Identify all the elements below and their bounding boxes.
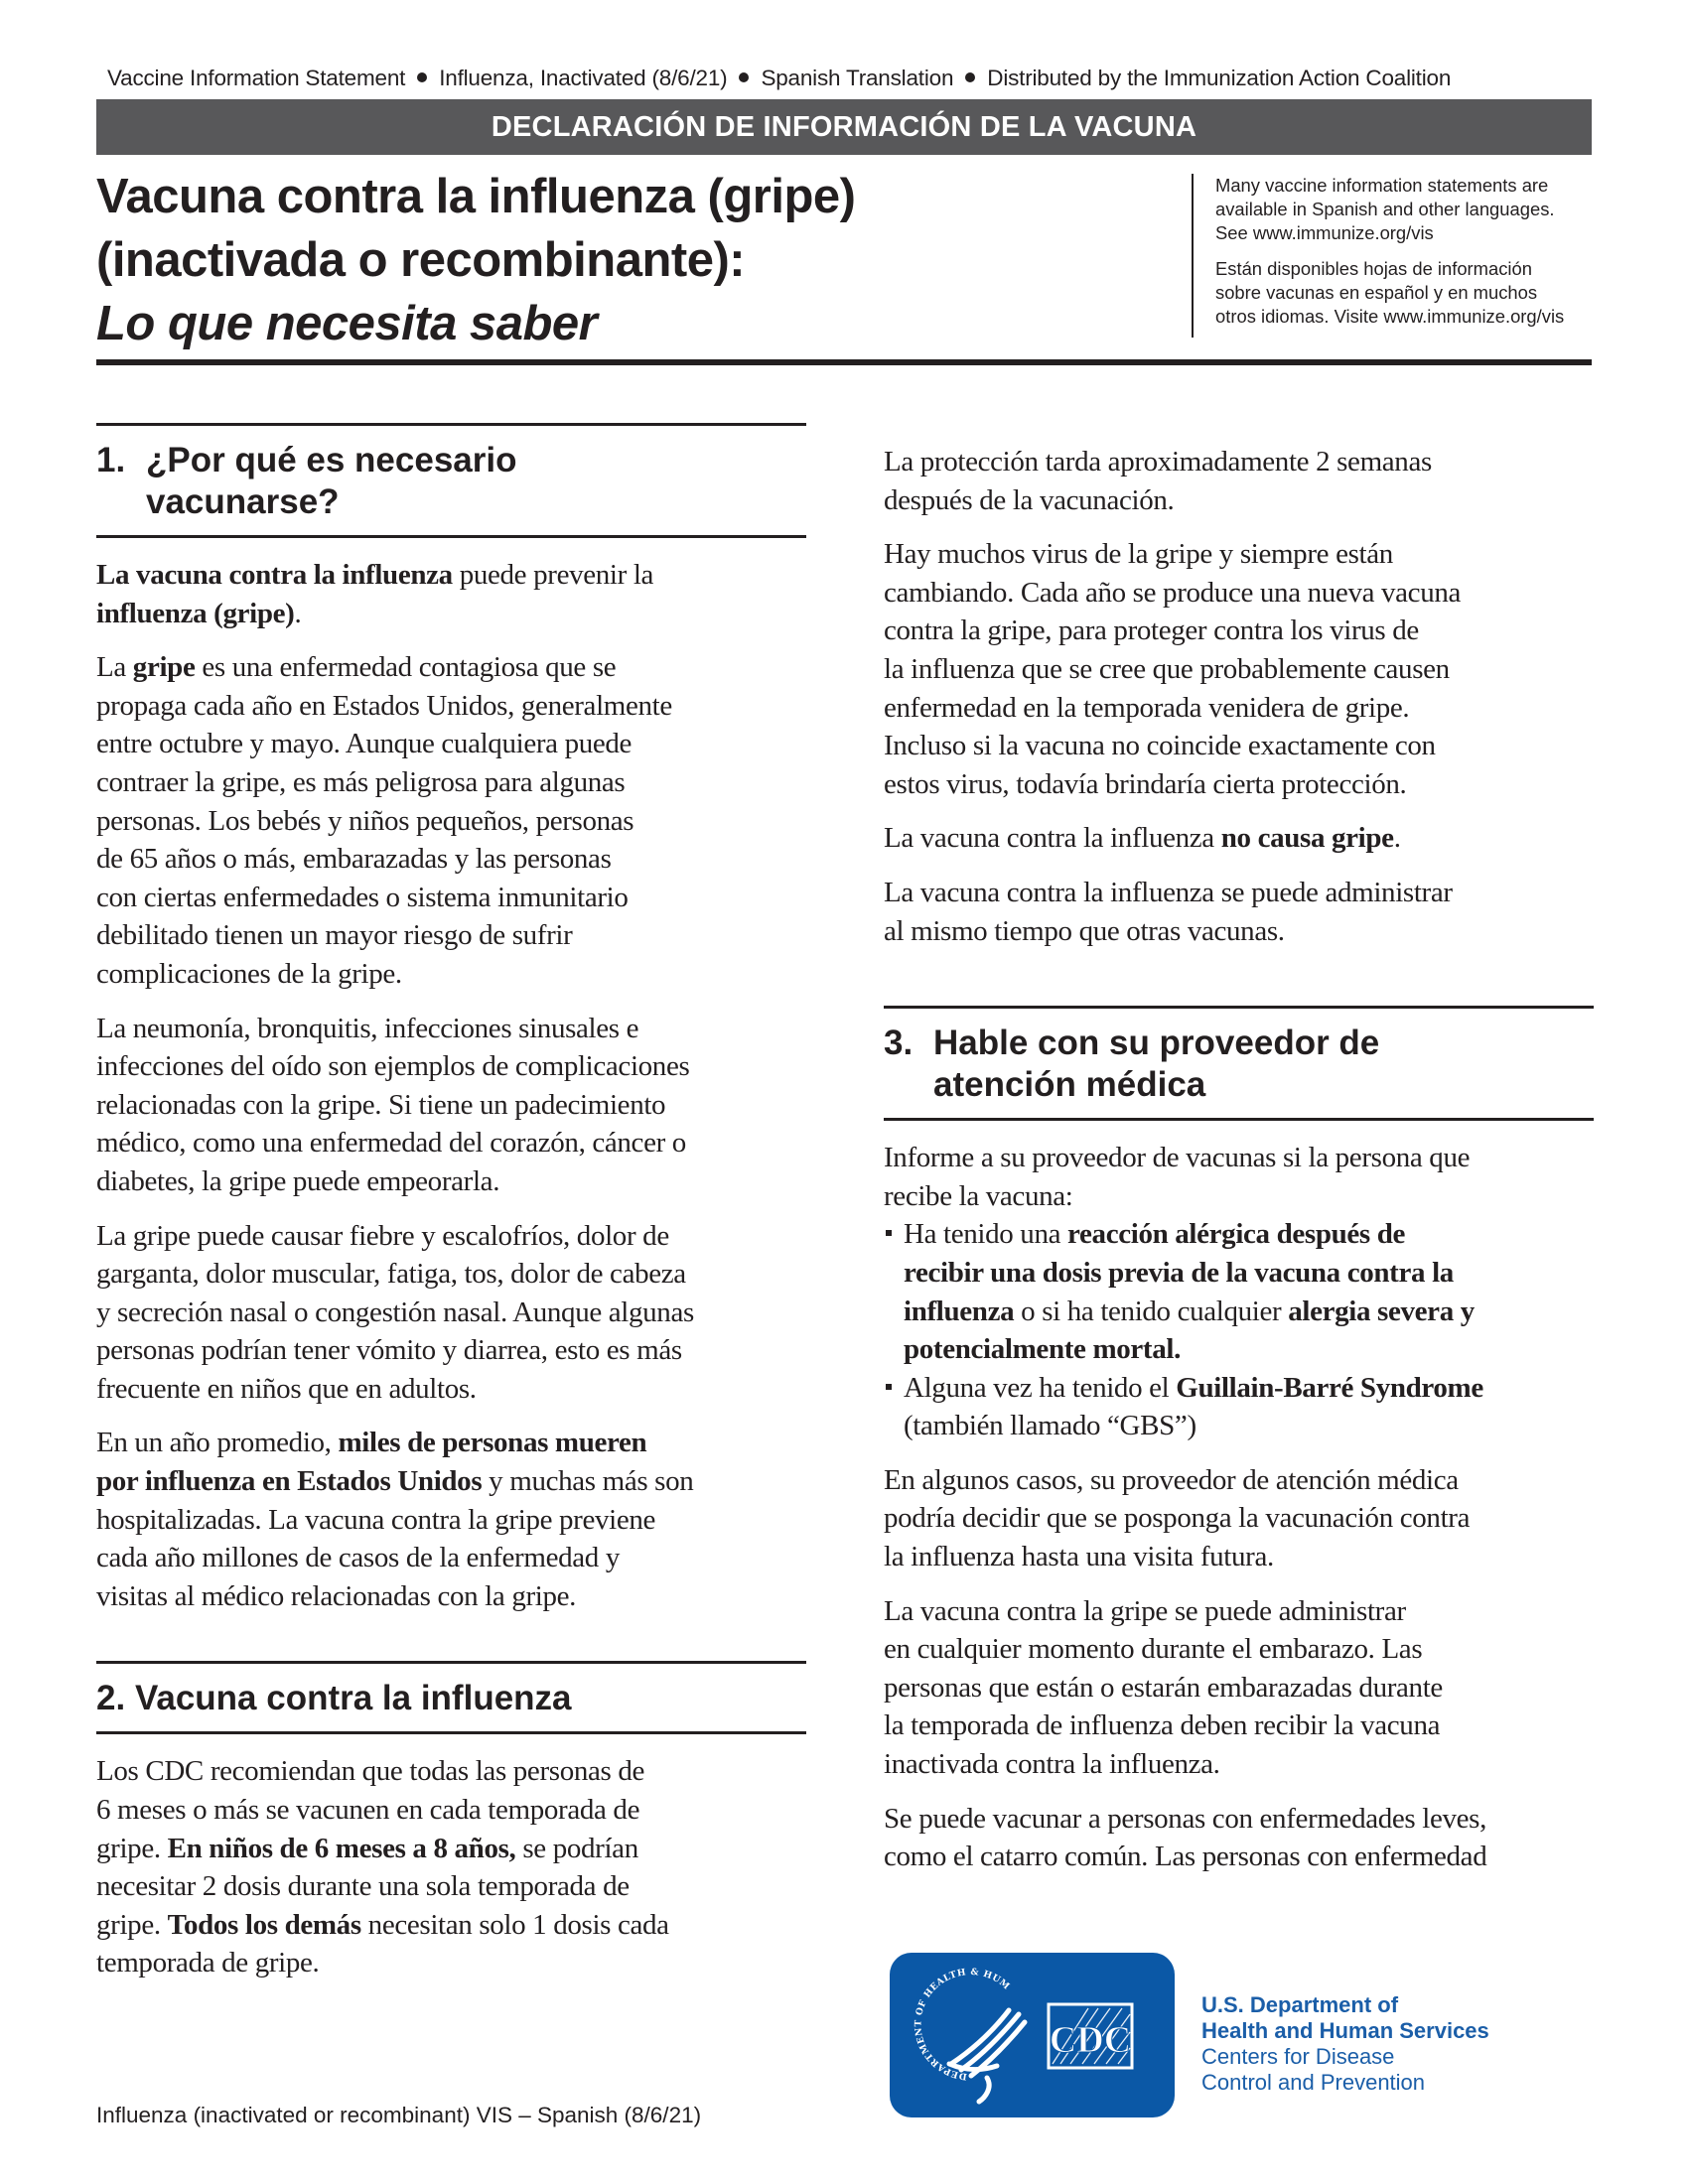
bullet-list xyxy=(884,1215,1594,1445)
text-line xyxy=(96,1501,806,1540)
paragraph xyxy=(884,1461,1594,1576)
text-run: contra la gripe, para proteger contra los virus de xyxy=(884,614,1419,647)
paragraph xyxy=(884,1800,1594,1876)
paragraph xyxy=(884,1139,1594,1215)
text-line xyxy=(96,1255,806,1294)
text-line xyxy=(884,1838,1594,1876)
text-run: personas que están o estarán embarazadas durante xyxy=(884,1671,1443,1704)
text-line xyxy=(884,443,1594,481)
text-run: estos virus, todavía brindaría cierta protección. xyxy=(884,767,1407,800)
text-line xyxy=(904,1254,1594,1293)
text-line xyxy=(96,687,806,726)
section-title-line: ¿Por qué es necesario xyxy=(146,441,517,479)
text-run: personas. Los bebés y niños pequeños, personas xyxy=(96,804,634,837)
square-bullet-icon xyxy=(886,1230,892,1236)
text-run: debilitado tienen un mayor riesgo de sufrir xyxy=(96,919,573,952)
bold-text: En niños de 6 meses a 8 años, xyxy=(167,1832,516,1864)
bullet-dot-icon xyxy=(965,72,975,82)
section-2-body-continued xyxy=(884,443,1594,950)
text-line xyxy=(904,1330,1594,1369)
text-run: (también llamado “GBS”) xyxy=(904,1410,1196,1442)
bold-text: reacción alérgica después de xyxy=(1067,1218,1406,1251)
paragraph xyxy=(96,1752,806,1982)
paragraph xyxy=(96,648,806,993)
text-line xyxy=(96,1791,806,1830)
text-line xyxy=(96,955,806,994)
title-line: (inactivada o recombinante): xyxy=(96,233,746,287)
text-run: 6 meses o más se vacunen en cada temporada de xyxy=(96,1794,640,1827)
text-run: recibe la vacuna: xyxy=(884,1179,1073,1212)
paragraph xyxy=(96,1010,806,1201)
banner: DECLARACIÓN DE INFORMACIÓN DE LA VACUNA xyxy=(96,99,1592,155)
bold-text: influenza xyxy=(904,1295,1015,1327)
agency-name xyxy=(1201,1992,1489,2096)
text-run: La vacuna contra la gripe se puede administrar xyxy=(884,1594,1406,1627)
text-line xyxy=(904,1293,1594,1331)
text-run: Alguna vez ha tenido el xyxy=(904,1371,1177,1404)
text-run: cada año millones de casos de la enfermedad y xyxy=(96,1542,620,1574)
text-line xyxy=(884,1499,1594,1538)
text-run: La protección tarda aproximadamente 2 semanas xyxy=(884,446,1432,478)
text-line xyxy=(884,1630,1594,1669)
text-line xyxy=(884,1461,1594,1500)
text-run: infecciones del oído son ejemplos de complicaciones xyxy=(96,1050,690,1083)
text-run: cambiando. Cada año se produce una nueva vacuna xyxy=(884,576,1462,609)
text-run: propaga cada año en Estados Unidos, generalmente xyxy=(96,689,672,722)
text-line xyxy=(884,574,1594,613)
text-run: Informe a su proveedor de vacunas si la persona que xyxy=(884,1142,1471,1174)
text-run: En un año promedio, xyxy=(96,1427,339,1459)
agency-line: Control and Prevention xyxy=(1201,2070,1426,2095)
footer-text: Influenza (inactivated or recombinant) VIS – Spanish (8/6/21) xyxy=(96,2103,702,2127)
text-line xyxy=(96,648,806,687)
text-run: es una enfermedad contagiosa que se xyxy=(195,651,617,684)
text-run: gripe. xyxy=(96,1908,168,1941)
language-note xyxy=(1192,174,1613,338)
text-line xyxy=(884,912,1594,951)
bold-text: gripe xyxy=(132,651,196,684)
text-line xyxy=(884,535,1594,574)
note-line: Están disponibles hojas de información xyxy=(1215,258,1532,279)
note-line: sobre vacunas en español y en muchos xyxy=(1215,282,1538,303)
paragraph xyxy=(96,1217,806,1409)
paragraph xyxy=(96,556,806,632)
text-line xyxy=(96,1124,806,1162)
text-run: y secreción nasal o congestión nasal. Aunque algunas xyxy=(96,1296,694,1328)
text-line xyxy=(904,1407,1594,1445)
text-run: como el catarro común. Las personas con enfermedad xyxy=(884,1841,1487,1873)
text-line xyxy=(96,1424,806,1462)
text-line xyxy=(884,650,1594,689)
text-run: la temporada de influenza deben recibir la vacuna xyxy=(884,1709,1441,1742)
text-run: complicaciones de la gripe. xyxy=(96,957,402,990)
top-info-line xyxy=(107,66,1451,91)
text-line xyxy=(884,819,1594,858)
text-run: La gripe puede causar fiebre y escalofríos, dolor de xyxy=(96,1219,669,1252)
bold-text: Todos los demás xyxy=(167,1908,361,1941)
text-line xyxy=(96,1539,806,1577)
text-run: La xyxy=(96,651,133,684)
agency-line: Health and Human Services xyxy=(1201,2018,1489,2043)
text-run: después de la vacunación. xyxy=(884,483,1175,516)
paragraph xyxy=(96,1424,806,1615)
text-line xyxy=(884,1139,1594,1177)
text-run: frecuente en niños que en adultos. xyxy=(96,1372,477,1405)
text-run: se podrían xyxy=(515,1832,638,1864)
text-run: La vacuna contra la influenza xyxy=(884,822,1221,855)
bold-text: por influenza en Estados Unidos xyxy=(96,1465,483,1498)
text-run: necesitan solo 1 dosis cada xyxy=(360,1908,669,1941)
section-3-heading xyxy=(884,1009,1594,1118)
text-line xyxy=(96,1867,806,1906)
text-line xyxy=(96,1577,806,1616)
text-run: garganta, dolor muscular, fatiga, tos, dolor de cabeza xyxy=(96,1258,686,1291)
bold-text: Guillain-Barré Syndrome xyxy=(1176,1371,1483,1404)
note-line: otros idiomas. Visite www.immunize.org/vis xyxy=(1215,306,1565,327)
hhs-eagle-seal-icon xyxy=(890,1953,1175,2117)
text-line xyxy=(96,802,806,841)
text-run: entre octubre y mayo. Aunque cualquiera puede xyxy=(96,728,633,760)
text-line xyxy=(884,612,1594,650)
text-line xyxy=(904,1369,1594,1408)
text-line xyxy=(96,1217,806,1256)
text-line xyxy=(96,1752,806,1791)
text-run: de 65 años o más, embarazadas y las personas xyxy=(96,843,612,876)
square-bullet-icon xyxy=(886,1384,892,1390)
text-run: o si ha tenido cualquier xyxy=(1014,1295,1289,1327)
text-line xyxy=(96,1370,806,1409)
text-line xyxy=(884,481,1594,520)
agency-line: U.S. Department of xyxy=(1201,1992,1399,2017)
text-line xyxy=(884,1177,1594,1216)
text-run: Se puede vacunar a personas con enfermedades leves, xyxy=(884,1802,1486,1835)
text-line xyxy=(96,1086,806,1125)
text-run: . xyxy=(294,597,302,629)
text-run: visitas al médico relacionadas con la gripe. xyxy=(96,1579,577,1612)
seal-text: DEPARTMENT OF HEALTH & HUM xyxy=(914,1967,1012,2082)
topline-item: Vaccine Information Statement xyxy=(107,66,406,90)
text-line xyxy=(96,840,806,879)
text-line xyxy=(96,1462,806,1501)
text-run: la influenza hasta una visita futura. xyxy=(884,1541,1274,1573)
text-line xyxy=(884,689,1594,728)
topline-item: Spanish Translation xyxy=(761,66,954,90)
section-title-line: vacunarse? xyxy=(146,482,340,521)
text-line xyxy=(96,1010,806,1048)
list-item xyxy=(884,1369,1594,1445)
page-title xyxy=(96,165,1179,355)
text-line xyxy=(96,1830,806,1868)
text-line xyxy=(96,1331,806,1370)
text-run: gripe. xyxy=(96,1832,168,1864)
text-run: Incluso si la vacuna no coincide exactamente con xyxy=(884,730,1436,762)
cdc-mark: CDC xyxy=(1049,2019,1132,2061)
text-run: inactivada contra la influenza. xyxy=(884,1748,1220,1781)
text-run: Ha tenido una xyxy=(904,1218,1068,1251)
text-line xyxy=(884,1669,1594,1707)
bold-text: La vacuna contra la influenza xyxy=(96,559,453,591)
text-run: podría decidir que se posponga la vacunación contra xyxy=(884,1502,1471,1535)
language-note-es xyxy=(1215,257,1613,329)
paragraph xyxy=(884,819,1594,858)
text-run: Los CDC recomiendan que todas las personas de xyxy=(96,1755,645,1788)
right-column xyxy=(884,443,1594,1892)
text-line xyxy=(884,874,1594,912)
header-divider xyxy=(96,359,1592,365)
section-number: 2. xyxy=(96,1679,126,1718)
text-line xyxy=(96,1294,806,1332)
text-line xyxy=(96,879,806,917)
text-run: la influenza que se cree que probablemente causen xyxy=(884,652,1450,685)
text-run: personas podrían tener vómito y diarrea, esto es más xyxy=(96,1334,682,1367)
text-line xyxy=(96,1906,806,1945)
bullet-dot-icon xyxy=(739,72,749,82)
note-line: See www.immunize.org/vis xyxy=(1215,222,1434,243)
bold-text: miles de personas mueren xyxy=(338,1427,647,1459)
paragraph xyxy=(884,1592,1594,1784)
text-run: La neumonía, bronquitis, infecciones sinusales e xyxy=(96,1012,639,1044)
section-title-line: Hable con su proveedor de xyxy=(933,1024,1380,1063)
section-number: 3. xyxy=(884,1024,914,1063)
text-line xyxy=(884,1706,1594,1745)
text-run: contraer la gripe, es más peligrosa para algunas xyxy=(96,765,626,798)
section-1-heading xyxy=(96,426,806,535)
text-line xyxy=(96,725,806,763)
text-run: médico, como una enfermedad del corazón, cáncer o xyxy=(96,1127,686,1160)
text-line xyxy=(96,1162,806,1201)
text-run: temporada de gripe. xyxy=(96,1947,320,1979)
title-line: Vacuna contra la influenza (gripe) xyxy=(96,170,856,223)
text-run: con ciertas enfermedades o sistema inmunitario xyxy=(96,881,629,913)
section-3-body xyxy=(884,1121,1594,1876)
topline-item: Distributed by the Immunization Action Coalition xyxy=(987,66,1452,90)
title-subtitle: Lo que necesita saber xyxy=(96,297,598,350)
bullet-dot-icon xyxy=(417,72,427,82)
section-2-heading xyxy=(96,1664,806,1731)
agency-line: Centers for Disease xyxy=(1201,2044,1395,2069)
paragraph xyxy=(884,443,1594,519)
bold-text: influenza (gripe) xyxy=(96,597,295,629)
text-run: enfermedad en la temporada venidera de gripe. xyxy=(884,691,1410,724)
text-run: Hay muchos virus de la gripe y siempre están xyxy=(884,538,1393,571)
list-item-text xyxy=(904,1369,1594,1445)
text-line xyxy=(96,916,806,955)
text-line xyxy=(96,595,806,633)
text-run: necesitar 2 dosis durante una sola temporada de xyxy=(96,1870,630,1903)
section-2-body xyxy=(96,1734,806,1982)
section-title-line: atención médica xyxy=(933,1065,1206,1105)
list-item-text xyxy=(904,1215,1594,1368)
text-run: y muchas más son xyxy=(482,1465,694,1498)
text-run: hospitalizadas. La vacuna contra la gripe previene xyxy=(96,1503,656,1536)
text-line xyxy=(96,1944,806,1982)
text-line xyxy=(884,727,1594,765)
bold-text: potencialmente mortal. xyxy=(904,1333,1182,1366)
text-line xyxy=(96,763,806,802)
text-line xyxy=(884,1745,1594,1784)
text-run: diabetes, la gripe puede empeorarla. xyxy=(96,1164,500,1197)
text-run: . xyxy=(1393,822,1401,855)
text-run: relacionadas con la gripe. Si tiene un padecimiento xyxy=(96,1088,666,1121)
text-run: En algunos casos, su proveedor de atención médica xyxy=(884,1463,1459,1496)
paragraph xyxy=(884,535,1594,803)
text-line xyxy=(96,556,806,595)
bold-text: recibir una dosis previa de la vacuna contra la xyxy=(904,1256,1454,1289)
text-run: al mismo tiempo que otras vacunas. xyxy=(884,914,1285,947)
topline-item: Influenza, Inactivated (8/6/21) xyxy=(439,66,728,90)
note-line: available in Spanish and other languages. xyxy=(1215,199,1555,219)
text-run: puede prevenir la xyxy=(452,559,654,591)
note-line: Many vaccine information statements are xyxy=(1215,175,1549,196)
text-line xyxy=(884,1800,1594,1839)
section-number: 1. xyxy=(96,441,126,479)
hhs-cdc-logo xyxy=(890,1953,1175,2117)
text-run: La vacuna contra la influenza se puede administrar xyxy=(884,876,1453,908)
section-title-line: Vacuna contra la influenza xyxy=(134,1679,572,1718)
text-line xyxy=(884,765,1594,804)
paragraph xyxy=(884,874,1594,950)
bold-text: alergia severa y xyxy=(1288,1295,1475,1327)
language-note-en xyxy=(1215,174,1613,245)
text-line xyxy=(904,1215,1594,1254)
bold-text: no causa gripe xyxy=(1220,822,1394,855)
section-1-body xyxy=(96,538,806,1615)
list-item xyxy=(884,1215,1594,1368)
left-column xyxy=(96,423,806,1998)
text-line xyxy=(884,1538,1594,1576)
text-line xyxy=(96,1047,806,1086)
text-line xyxy=(884,1592,1594,1631)
text-run: en cualquier momento durante el embarazo. Las xyxy=(884,1633,1423,1666)
